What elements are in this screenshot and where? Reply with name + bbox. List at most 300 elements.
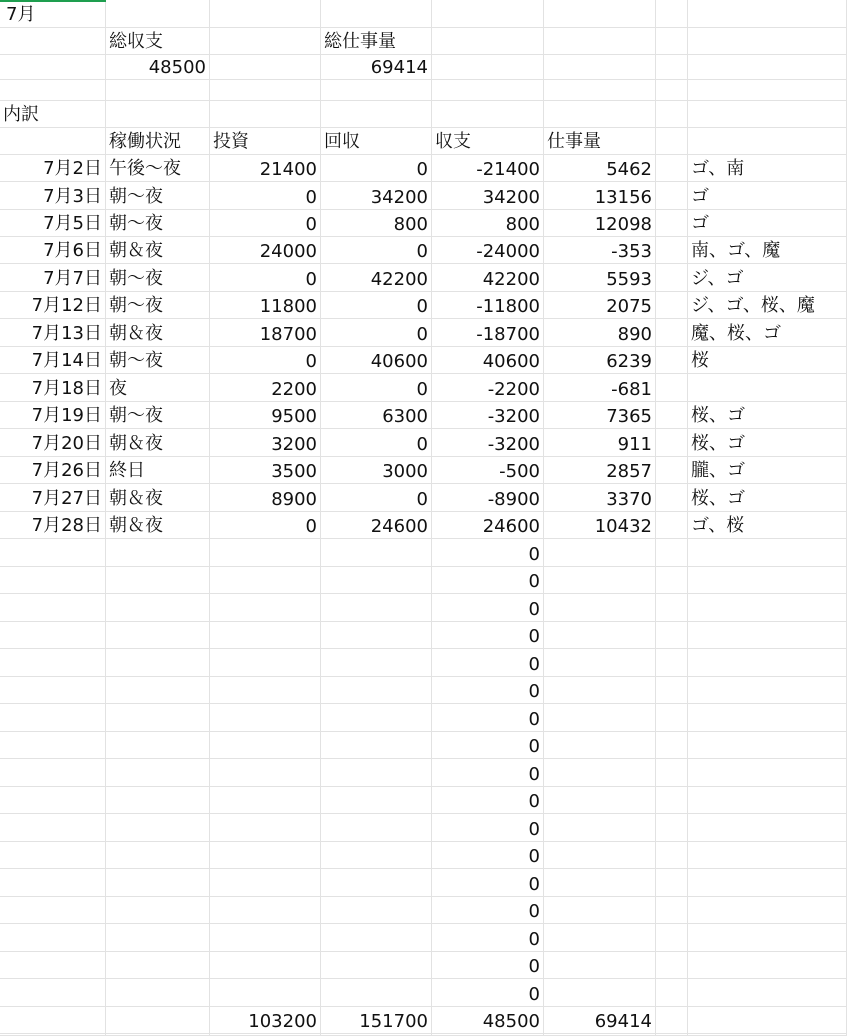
balance-cell[interactable]: 0 xyxy=(432,539,544,567)
empty-cell[interactable] xyxy=(688,869,847,897)
status-cell[interactable]: 朝＆夜 xyxy=(106,237,210,264)
balance-cell[interactable]: 0 xyxy=(432,594,544,622)
work-cell[interactable]: 3370 xyxy=(544,484,656,512)
empty-cell[interactable] xyxy=(656,732,688,760)
empty-cell[interactable] xyxy=(210,101,321,128)
empty-cell[interactable] xyxy=(544,842,656,870)
date-cell[interactable]: 7月26日 xyxy=(0,457,106,484)
empty-cell[interactable] xyxy=(656,292,688,319)
empty-cell[interactable] xyxy=(210,979,321,1007)
invest-cell[interactable]: 21400 xyxy=(210,155,321,182)
empty-cell[interactable] xyxy=(210,28,321,55)
empty-cell[interactable] xyxy=(106,924,210,952)
empty-cell[interactable] xyxy=(321,732,432,760)
total-balance-label-cell[interactable]: 総収支 xyxy=(106,28,210,55)
empty-cell[interactable] xyxy=(656,704,688,732)
status-cell[interactable]: 朝＆夜 xyxy=(106,429,210,457)
empty-cell[interactable] xyxy=(106,759,210,787)
empty-cell[interactable] xyxy=(210,869,321,897)
total-balance-value-cell[interactable]: 48500 xyxy=(106,55,210,80)
date-cell[interactable]: 7月7日 xyxy=(0,264,106,292)
status-cell[interactable]: 朝〜夜 xyxy=(106,264,210,292)
empty-cell[interactable] xyxy=(688,952,847,980)
balance-cell[interactable]: -8900 xyxy=(432,484,544,512)
empty-cell[interactable] xyxy=(106,80,210,101)
invest-cell[interactable]: 0 xyxy=(210,512,321,539)
empty-cell[interactable] xyxy=(321,842,432,870)
empty-cell[interactable] xyxy=(688,979,847,1007)
balance-cell[interactable]: 0 xyxy=(432,814,544,842)
balance-cell[interactable]: 0 xyxy=(432,979,544,1007)
empty-cell[interactable] xyxy=(432,101,544,128)
empty-cell[interactable] xyxy=(321,649,432,677)
note-cell[interactable]: ゴ xyxy=(688,210,847,237)
total-work-label-cell[interactable]: 総仕事量 xyxy=(321,28,432,55)
empty-cell[interactable] xyxy=(321,952,432,980)
empty-cell[interactable] xyxy=(656,402,688,429)
status-cell[interactable]: 終日 xyxy=(106,457,210,484)
empty-cell[interactable] xyxy=(321,594,432,622)
empty-cell[interactable] xyxy=(544,649,656,677)
recover-cell[interactable]: 0 xyxy=(321,484,432,512)
balance-cell[interactable]: 0 xyxy=(432,897,544,925)
empty-cell[interactable] xyxy=(544,567,656,595)
empty-cell[interactable] xyxy=(106,814,210,842)
status-cell[interactable]: 朝〜夜 xyxy=(106,182,210,210)
empty-cell[interactable] xyxy=(656,1007,688,1035)
empty-cell[interactable] xyxy=(0,567,106,595)
empty-cell[interactable] xyxy=(432,80,544,101)
empty-cell[interactable] xyxy=(0,732,106,760)
status-cell[interactable]: 夜 xyxy=(106,374,210,402)
note-cell[interactable]: 桜、ゴ xyxy=(688,429,847,457)
empty-cell[interactable] xyxy=(0,55,106,80)
empty-cell[interactable] xyxy=(656,924,688,952)
empty-cell[interactable] xyxy=(656,237,688,264)
empty-cell[interactable] xyxy=(432,55,544,80)
empty-cell[interactable] xyxy=(321,0,432,28)
column-header-cell[interactable]: 仕事量 xyxy=(544,128,656,155)
empty-cell[interactable] xyxy=(106,649,210,677)
recover-cell[interactable]: 0 xyxy=(321,237,432,264)
empty-cell[interactable] xyxy=(656,869,688,897)
date-cell[interactable]: 7月3日 xyxy=(0,182,106,210)
empty-cell[interactable] xyxy=(656,539,688,567)
balance-cell[interactable]: 0 xyxy=(432,732,544,760)
recover-cell[interactable]: 3000 xyxy=(321,457,432,484)
work-cell[interactable]: 6239 xyxy=(544,347,656,374)
total-work-sum-cell[interactable]: 69414 xyxy=(544,1007,656,1035)
empty-cell[interactable] xyxy=(656,594,688,622)
column-header-cell[interactable]: 収支 xyxy=(432,128,544,155)
balance-cell[interactable]: 0 xyxy=(432,759,544,787)
empty-cell[interactable] xyxy=(321,924,432,952)
date-cell[interactable]: 7月5日 xyxy=(0,210,106,237)
balance-cell[interactable]: -18700 xyxy=(432,319,544,347)
empty-cell[interactable] xyxy=(656,457,688,484)
balance-cell[interactable]: 34200 xyxy=(432,182,544,210)
empty-cell[interactable] xyxy=(106,787,210,815)
invest-cell[interactable]: 9500 xyxy=(210,402,321,429)
empty-cell[interactable] xyxy=(321,979,432,1007)
invest-cell[interactable]: 3200 xyxy=(210,429,321,457)
empty-cell[interactable] xyxy=(656,952,688,980)
work-cell[interactable]: 911 xyxy=(544,429,656,457)
empty-cell[interactable] xyxy=(0,594,106,622)
empty-cell[interactable] xyxy=(544,952,656,980)
empty-cell[interactable] xyxy=(656,101,688,128)
empty-cell[interactable] xyxy=(656,28,688,55)
recover-cell[interactable]: 40600 xyxy=(321,347,432,374)
balance-cell[interactable]: 0 xyxy=(432,952,544,980)
date-cell[interactable]: 7月13日 xyxy=(0,319,106,347)
recover-cell[interactable]: 0 xyxy=(321,292,432,319)
empty-cell[interactable] xyxy=(0,924,106,952)
empty-cell[interactable] xyxy=(656,897,688,925)
empty-cell[interactable] xyxy=(656,567,688,595)
status-cell[interactable]: 朝＆夜 xyxy=(106,512,210,539)
empty-cell[interactable] xyxy=(0,704,106,732)
empty-cell[interactable] xyxy=(0,539,106,567)
balance-cell[interactable]: 0 xyxy=(432,924,544,952)
empty-cell[interactable] xyxy=(210,704,321,732)
empty-cell[interactable] xyxy=(321,814,432,842)
invest-cell[interactable]: 8900 xyxy=(210,484,321,512)
total-work-value-cell[interactable]: 69414 xyxy=(321,55,432,80)
empty-cell[interactable] xyxy=(544,80,656,101)
empty-cell[interactable] xyxy=(656,182,688,210)
column-header-cell[interactable]: 投資 xyxy=(210,128,321,155)
empty-cell[interactable] xyxy=(0,759,106,787)
empty-cell[interactable] xyxy=(656,55,688,80)
empty-cell[interactable] xyxy=(210,952,321,980)
empty-cell[interactable] xyxy=(656,787,688,815)
note-cell[interactable]: ジ、ゴ、桜、魔 xyxy=(688,292,847,319)
balance-cell[interactable]: 0 xyxy=(432,842,544,870)
empty-cell[interactable] xyxy=(106,952,210,980)
empty-cell[interactable] xyxy=(544,0,656,28)
recover-cell[interactable]: 800 xyxy=(321,210,432,237)
status-cell[interactable]: 朝〜夜 xyxy=(106,402,210,429)
balance-cell[interactable]: -2200 xyxy=(432,374,544,402)
balance-cell[interactable]: 0 xyxy=(432,567,544,595)
empty-cell[interactable] xyxy=(544,622,656,650)
recover-cell[interactable]: 42200 xyxy=(321,264,432,292)
empty-cell[interactable] xyxy=(321,787,432,815)
empty-cell[interactable] xyxy=(106,567,210,595)
note-cell[interactable]: ゴ、桜 xyxy=(688,512,847,539)
empty-cell[interactable] xyxy=(544,814,656,842)
empty-cell[interactable] xyxy=(688,28,847,55)
empty-cell[interactable] xyxy=(544,55,656,80)
empty-cell[interactable] xyxy=(544,677,656,705)
invest-cell[interactable]: 0 xyxy=(210,347,321,374)
balance-cell[interactable]: 0 xyxy=(432,704,544,732)
empty-cell[interactable] xyxy=(688,842,847,870)
empty-cell[interactable] xyxy=(0,128,106,155)
invest-cell[interactable]: 24000 xyxy=(210,237,321,264)
note-cell[interactable]: ゴ、南 xyxy=(688,155,847,182)
date-cell[interactable]: 7月14日 xyxy=(0,347,106,374)
empty-cell[interactable] xyxy=(210,539,321,567)
empty-cell[interactable] xyxy=(106,539,210,567)
work-cell[interactable]: 12098 xyxy=(544,210,656,237)
empty-cell[interactable] xyxy=(210,924,321,952)
column-header-cell[interactable]: 稼働状況 xyxy=(106,128,210,155)
empty-cell[interactable] xyxy=(544,539,656,567)
date-cell[interactable]: 7月12日 xyxy=(0,292,106,319)
date-cell[interactable]: 7月18日 xyxy=(0,374,106,402)
empty-cell[interactable] xyxy=(0,842,106,870)
work-cell[interactable]: 5462 xyxy=(544,155,656,182)
empty-cell[interactable] xyxy=(688,539,847,567)
empty-cell[interactable] xyxy=(0,649,106,677)
empty-cell[interactable] xyxy=(210,732,321,760)
empty-cell[interactable] xyxy=(0,1007,106,1035)
note-cell[interactable]: 桜、ゴ xyxy=(688,484,847,512)
empty-cell[interactable] xyxy=(544,28,656,55)
balance-cell[interactable]: 0 xyxy=(432,787,544,815)
empty-cell[interactable] xyxy=(544,732,656,760)
status-cell[interactable]: 朝〜夜 xyxy=(106,347,210,374)
empty-cell[interactable] xyxy=(656,0,688,28)
empty-cell[interactable] xyxy=(106,594,210,622)
balance-cell[interactable]: -24000 xyxy=(432,237,544,264)
date-cell[interactable]: 7月20日 xyxy=(0,429,106,457)
empty-cell[interactable] xyxy=(544,759,656,787)
empty-cell[interactable] xyxy=(210,649,321,677)
empty-cell[interactable] xyxy=(0,897,106,925)
empty-cell[interactable] xyxy=(0,979,106,1007)
empty-cell[interactable] xyxy=(106,869,210,897)
empty-cell[interactable] xyxy=(656,814,688,842)
recover-cell[interactable]: 0 xyxy=(321,374,432,402)
empty-cell[interactable] xyxy=(544,787,656,815)
empty-cell[interactable] xyxy=(210,842,321,870)
empty-cell[interactable] xyxy=(106,732,210,760)
invest-cell[interactable]: 18700 xyxy=(210,319,321,347)
empty-cell[interactable] xyxy=(0,80,106,101)
empty-cell[interactable] xyxy=(544,594,656,622)
empty-cell[interactable] xyxy=(656,429,688,457)
empty-cell[interactable] xyxy=(656,512,688,539)
empty-cell[interactable] xyxy=(321,897,432,925)
status-cell[interactable]: 朝＆夜 xyxy=(106,319,210,347)
invest-cell[interactable]: 2200 xyxy=(210,374,321,402)
invest-cell[interactable]: 0 xyxy=(210,182,321,210)
balance-cell[interactable]: 40600 xyxy=(432,347,544,374)
empty-cell[interactable] xyxy=(321,704,432,732)
empty-cell[interactable] xyxy=(0,677,106,705)
empty-cell[interactable] xyxy=(432,0,544,28)
empty-cell[interactable] xyxy=(544,101,656,128)
note-cell[interactable]: 南、ゴ、魔 xyxy=(688,237,847,264)
empty-cell[interactable] xyxy=(656,979,688,1007)
empty-cell[interactable] xyxy=(106,704,210,732)
note-cell[interactable]: ゴ xyxy=(688,182,847,210)
empty-cell[interactable] xyxy=(688,567,847,595)
balance-cell[interactable]: -500 xyxy=(432,457,544,484)
empty-cell[interactable] xyxy=(688,732,847,760)
empty-cell[interactable] xyxy=(688,649,847,677)
empty-cell[interactable] xyxy=(0,869,106,897)
empty-cell[interactable] xyxy=(321,80,432,101)
empty-cell[interactable] xyxy=(210,55,321,80)
total-recover-cell[interactable]: 151700 xyxy=(321,1007,432,1035)
empty-cell[interactable] xyxy=(0,622,106,650)
total-balance-sum-cell[interactable]: 48500 xyxy=(432,1007,544,1035)
note-cell[interactable] xyxy=(688,374,847,402)
recover-cell[interactable]: 6300 xyxy=(321,402,432,429)
empty-cell[interactable] xyxy=(656,264,688,292)
note-cell[interactable]: 魔、桜、ゴ xyxy=(688,319,847,347)
status-cell[interactable]: 朝＆夜 xyxy=(106,484,210,512)
empty-cell[interactable] xyxy=(321,539,432,567)
empty-cell[interactable] xyxy=(656,649,688,677)
status-cell[interactable]: 午後〜夜 xyxy=(106,155,210,182)
empty-cell[interactable] xyxy=(321,677,432,705)
breakdown-label-cell[interactable]: 内訳 xyxy=(0,101,106,128)
balance-cell[interactable]: 42200 xyxy=(432,264,544,292)
empty-cell[interactable] xyxy=(688,759,847,787)
empty-cell[interactable] xyxy=(210,594,321,622)
balance-cell[interactable]: -21400 xyxy=(432,155,544,182)
balance-cell[interactable]: 0 xyxy=(432,649,544,677)
empty-cell[interactable] xyxy=(210,622,321,650)
date-cell[interactable]: 7月19日 xyxy=(0,402,106,429)
empty-cell[interactable] xyxy=(688,897,847,925)
status-cell[interactable]: 朝〜夜 xyxy=(106,210,210,237)
empty-cell[interactable] xyxy=(656,347,688,374)
empty-cell[interactable] xyxy=(688,1007,847,1035)
empty-cell[interactable] xyxy=(210,677,321,705)
empty-cell[interactable] xyxy=(210,567,321,595)
empty-cell[interactable] xyxy=(106,0,210,28)
empty-cell[interactable] xyxy=(656,622,688,650)
empty-cell[interactable] xyxy=(656,677,688,705)
empty-cell[interactable] xyxy=(544,704,656,732)
total-invest-cell[interactable]: 103200 xyxy=(210,1007,321,1035)
empty-cell[interactable] xyxy=(106,677,210,705)
note-cell[interactable]: 朧、ゴ xyxy=(688,457,847,484)
note-cell[interactable]: ジ、ゴ xyxy=(688,264,847,292)
invest-cell[interactable]: 11800 xyxy=(210,292,321,319)
empty-cell[interactable] xyxy=(321,567,432,595)
balance-cell[interactable]: 0 xyxy=(432,677,544,705)
status-cell[interactable]: 朝〜夜 xyxy=(106,292,210,319)
note-cell[interactable]: 桜、ゴ xyxy=(688,402,847,429)
empty-cell[interactable] xyxy=(688,80,847,101)
month-label-cell[interactable]: 7月 xyxy=(0,0,106,28)
empty-cell[interactable] xyxy=(321,869,432,897)
recover-cell[interactable]: 0 xyxy=(321,155,432,182)
balance-cell[interactable]: -11800 xyxy=(432,292,544,319)
work-cell[interactable]: 890 xyxy=(544,319,656,347)
empty-cell[interactable] xyxy=(321,622,432,650)
empty-cell[interactable] xyxy=(688,677,847,705)
balance-cell[interactable]: -3200 xyxy=(432,429,544,457)
note-cell[interactable]: 桜 xyxy=(688,347,847,374)
recover-cell[interactable]: 24600 xyxy=(321,512,432,539)
empty-cell[interactable] xyxy=(656,319,688,347)
empty-cell[interactable] xyxy=(688,622,847,650)
empty-cell[interactable] xyxy=(210,814,321,842)
empty-cell[interactable] xyxy=(656,484,688,512)
work-cell[interactable]: 2075 xyxy=(544,292,656,319)
empty-cell[interactable] xyxy=(656,128,688,155)
balance-cell[interactable]: -3200 xyxy=(432,402,544,429)
empty-cell[interactable] xyxy=(688,0,847,28)
date-cell[interactable]: 7月2日 xyxy=(0,155,106,182)
empty-cell[interactable] xyxy=(688,704,847,732)
empty-cell[interactable] xyxy=(544,897,656,925)
empty-cell[interactable] xyxy=(688,55,847,80)
empty-cell[interactable] xyxy=(321,101,432,128)
empty-cell[interactable] xyxy=(0,952,106,980)
empty-cell[interactable] xyxy=(688,594,847,622)
empty-cell[interactable] xyxy=(688,814,847,842)
invest-cell[interactable]: 0 xyxy=(210,210,321,237)
recover-cell[interactable]: 0 xyxy=(321,429,432,457)
empty-cell[interactable] xyxy=(656,842,688,870)
date-cell[interactable]: 7月6日 xyxy=(0,237,106,264)
balance-cell[interactable]: 800 xyxy=(432,210,544,237)
empty-cell[interactable] xyxy=(210,787,321,815)
empty-cell[interactable] xyxy=(688,787,847,815)
date-cell[interactable]: 7月28日 xyxy=(0,512,106,539)
empty-cell[interactable] xyxy=(656,80,688,101)
balance-cell[interactable]: 0 xyxy=(432,869,544,897)
work-cell[interactable]: -353 xyxy=(544,237,656,264)
empty-cell[interactable] xyxy=(0,814,106,842)
work-cell[interactable]: 2857 xyxy=(544,457,656,484)
empty-cell[interactable] xyxy=(544,869,656,897)
date-cell[interactable]: 7月27日 xyxy=(0,484,106,512)
empty-cell[interactable] xyxy=(210,897,321,925)
empty-cell[interactable] xyxy=(210,759,321,787)
empty-cell[interactable] xyxy=(544,979,656,1007)
empty-cell[interactable] xyxy=(688,924,847,952)
work-cell[interactable]: -681 xyxy=(544,374,656,402)
recover-cell[interactable]: 0 xyxy=(321,319,432,347)
empty-cell[interactable] xyxy=(656,374,688,402)
empty-cell[interactable] xyxy=(688,128,847,155)
empty-cell[interactable] xyxy=(106,979,210,1007)
empty-cell[interactable] xyxy=(106,897,210,925)
empty-cell[interactable] xyxy=(321,759,432,787)
empty-cell[interactable] xyxy=(210,0,321,28)
empty-cell[interactable] xyxy=(688,101,847,128)
empty-cell[interactable] xyxy=(106,622,210,650)
empty-cell[interactable] xyxy=(656,155,688,182)
column-header-cell[interactable]: 回収 xyxy=(321,128,432,155)
empty-cell[interactable] xyxy=(0,28,106,55)
empty-cell[interactable] xyxy=(210,80,321,101)
empty-cell[interactable] xyxy=(106,842,210,870)
recover-cell[interactable]: 34200 xyxy=(321,182,432,210)
empty-cell[interactable] xyxy=(0,787,106,815)
balance-cell[interactable]: 24600 xyxy=(432,512,544,539)
invest-cell[interactable]: 0 xyxy=(210,264,321,292)
empty-cell[interactable] xyxy=(656,759,688,787)
work-cell[interactable]: 5593 xyxy=(544,264,656,292)
empty-cell[interactable] xyxy=(106,101,210,128)
work-cell[interactable]: 7365 xyxy=(544,402,656,429)
work-cell[interactable]: 13156 xyxy=(544,182,656,210)
balance-cell[interactable]: 0 xyxy=(432,622,544,650)
empty-cell[interactable] xyxy=(106,1007,210,1035)
work-cell[interactable]: 10432 xyxy=(544,512,656,539)
